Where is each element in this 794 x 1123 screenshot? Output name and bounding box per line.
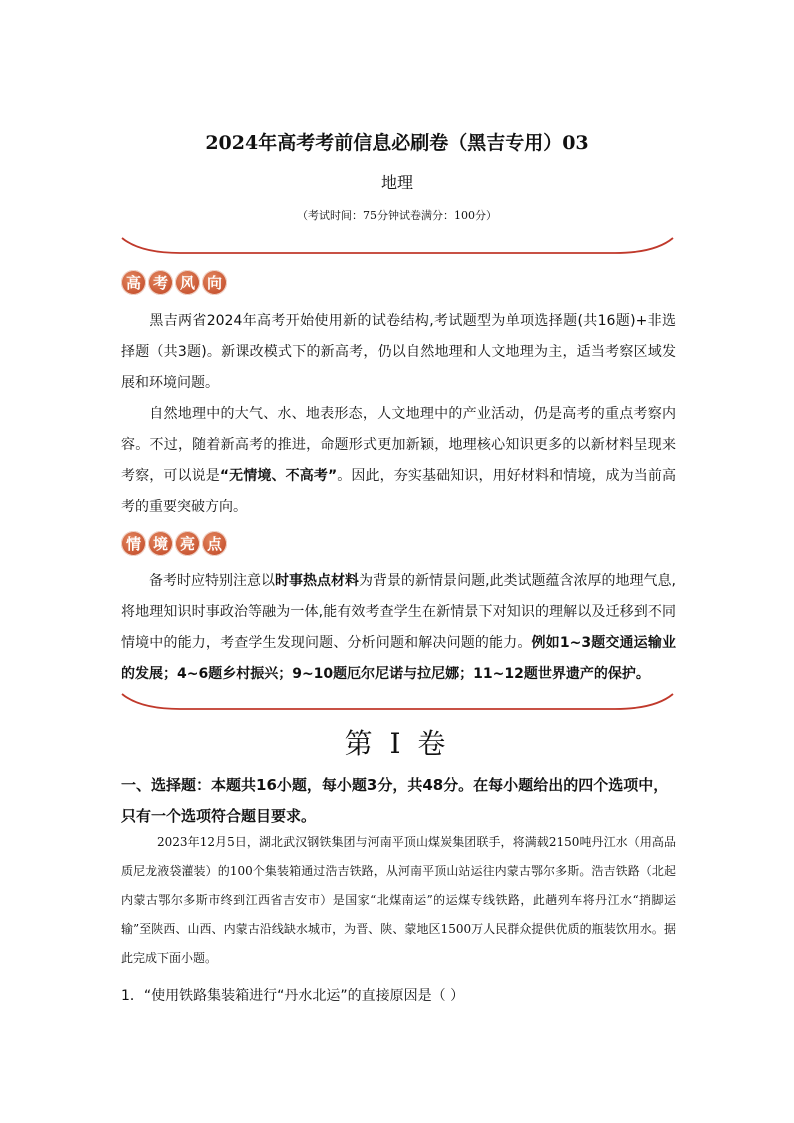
subject-title: 地理 [380,173,413,192]
para-text: 黑吉两省2024年高考开始使用新的试卷结构,考试题型为单项选择题(共16题)+非选择题（共3题)。新课改模式下的新高考，仍以自然地理和人文地理为主，适当考察区域发展和环境问题。 [121,313,676,391]
section1-paragraph-2 [121,399,676,523]
top-divider-arc [120,236,675,256]
para-text: 自然地理中的大气、水、地表形态，人文地理中的产业活动，仍是高考的重点考察内容。不过，随着新高考的推进，命题形式更加新颖，地理核心知识更多的以新材料呈现来考察，可以说是 [121,406,676,484]
question-1: 1．“使用铁路集装箱进行“丹水北运”的直接原因是（ ） [121,988,465,1004]
badge-char: 考 [148,270,173,295]
badge-char: 点 [202,531,227,556]
para-text: 为背景的新情景问题,此类试题蕴含浓厚的地理气息,将地理知识时事政治等融为一体,能有效考查学生在新情景下对知识的理解以及迁移到不同情境中的能力，考查学生发现问题、分析问题和解决问题的能力。 [121,573,677,651]
para-text: 。因此，夯实基础知识，用好材料和情境，成为当前高考的重要突破方向。 [121,468,677,515]
badge-char: 情 [121,531,146,556]
section-badge-qingjing-liangdian [121,531,227,556]
material-text: 2023年12月5日，湖北武汉钢铁集团与河南平顶山煤炭集团联手，将满载2150吨丹江水（用高品质尼龙液袋灌装）的100个集装箱通过浩吉铁路，从河南平顶山站运往内蒙古鄂尔多斯。浩吉铁路（北起内蒙古鄂尔多斯市终到江西省吉安市）是国家“北煤南运”的运煤专线铁路，此趟列车将丹江水“捎脚运输”至陕西、山西、内蒙古沿线缺水城市，为晋、陕、蒙地区1500万人民群众提供优质的瓶装饮用水。据此完成下面小题。 [121,835,676,965]
section2-paragraph [121,566,676,690]
bottom-divider-arc [120,692,675,712]
question-material [121,828,676,973]
para-bold-text: “无情境、不高考” [219,468,338,484]
badge-char: 风 [175,270,200,295]
choice-section-heading: 一、选择题：本题共16小题，每小题3分，共48分。在每小题给出的四个选项中，只有一个选项符合题目要求。 [121,776,669,825]
para-bold-text: 时事热点材料 [275,573,360,589]
section1-paragraph-1 [121,306,676,399]
part-title: 第 I 卷 [344,727,450,760]
para-bold-text: 例如1~3题交通运输业的发展；4~6题乡村振兴；9~10题厄尔尼诺与拉尼娜；11~12题世界遗产的保护。 [121,635,676,682]
badge-char: 向 [202,270,227,295]
para-text: 备考时应特别注意以 [149,573,276,589]
exam-info: （考试时间：75分钟试卷满分：100分） [297,209,497,222]
badge-char: 亮 [175,531,200,556]
badge-char: 高 [121,270,146,295]
badge-char: 境 [148,531,173,556]
page-title: 2024年高考考前信息必刷卷（黑吉专用）03 [205,132,589,154]
section-badge-gaokao-fengxiang [121,270,227,295]
